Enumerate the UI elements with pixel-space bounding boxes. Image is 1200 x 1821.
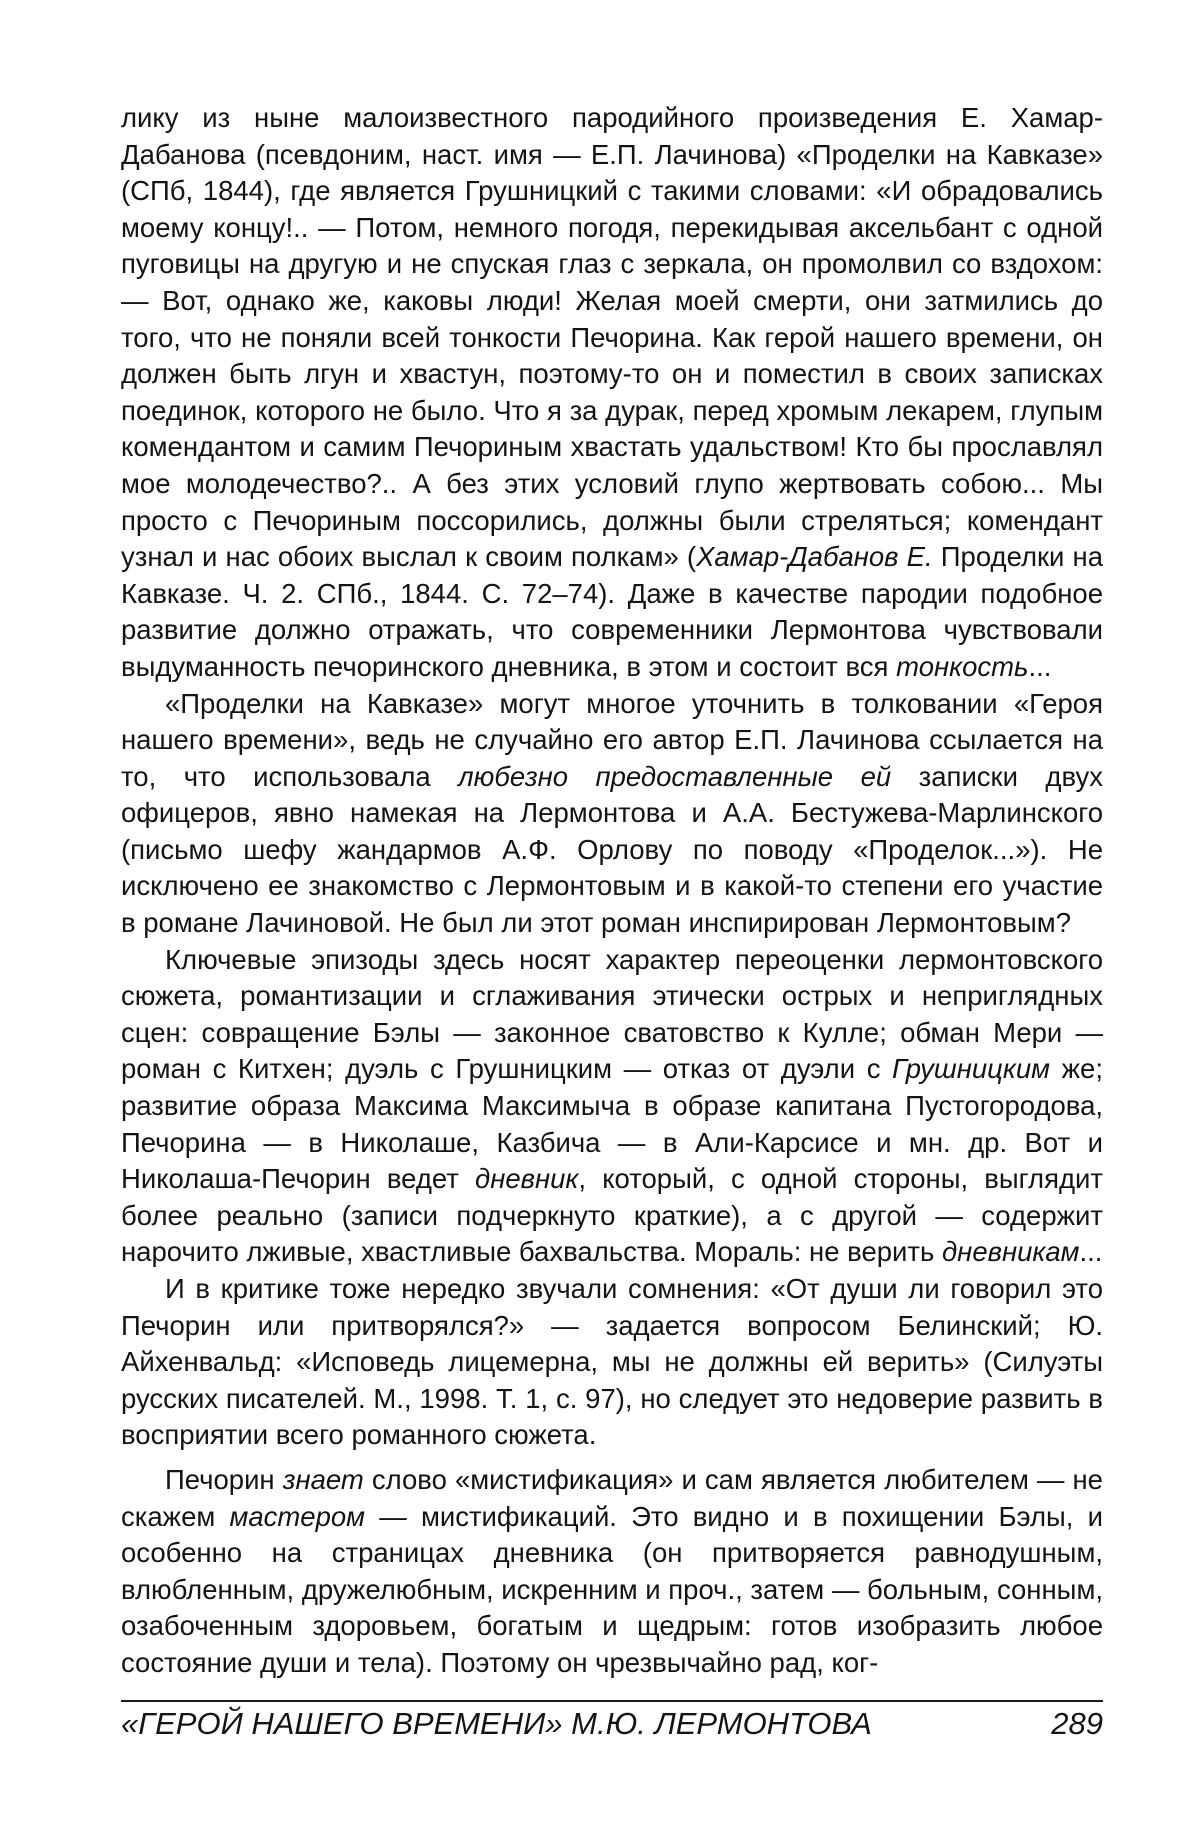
italic-text: знает: [282, 1463, 364, 1495]
paragraph-text: — мистификаций. Это видно и в похищении Бэлы, и особенно на страницах дневника (он притворяется равнодушным, влюбленным, дружелюбным, искренним и проч., затем — больным, сонным, озабоченным здоровьем, богатым и щедрым: готов изобразить любое состояние души и тела). Поэтому он чрезвычайно рад, ког-: [121, 1500, 1103, 1678]
paragraph-text: Ключевые эпизоды здесь носят характер переоценки лермонтовского сюжета, романтизации и сглаживания этически острых и неприглядных сцен: совращение Бэлы — законное сватовство к Кулле; обман Мери — роман с Китхен; дуэль с Грушницким — отказ от дуэли с: [121, 943, 1103, 1085]
paragraph-text: слово «мистификация» и сам является любителем — не скажем: [121, 1463, 1103, 1532]
italic-text: дневник: [475, 1163, 579, 1195]
paragraph-3: [121, 942, 1103, 1271]
paragraph-text: лику из ныне малоизвестного пародийного произведения Е. Хамар-Дабанова (псевдоним, наст. имя — Е.П. Лачинова) «Проделки на Кавказе» (СПб, 1844), где является Грушницкий с такими словами: «И обрадовались моему концу!.. — Потом, немного погодя, перекидывая аксельбант с одной пуговицы на другую и не спуская глаз с зеркала, он промолвил со вздохом: — Вот, однако же, каковы люди! Желая моей смерти, они затмились до того, что не поняли всей тонкости Печорина. Как герой нашего времени, он должен быть лгун и хвастун, поэтому-то он и поместил в своих записках поединок, которого не было. Что я за дурак, перед хромым лекарем, глупым комендантом и самим Печориным хвастать удальством! Кто бы прославлял мое молодечество?.. А без этих условий глупо жертвовать собою... Мы просто с Печориным поссорились, должны были стреляться; комендант узнал и нас обоих выслал к своим полкам» (: [121, 102, 1103, 573]
paragraph-5: [121, 1462, 1103, 1682]
paragraph-text: записки двух офицеров, явно намекая на Лермонтова и А.А. Бестужева-Марлинского (письмо шефу жандармов А.Ф. Орлову по поводу «Проделок...»). Не исключено ее знакомство с Лермонтовым и в какой-то степени его участие в романе Лачиновой. Не был ли этот роман инспирирован Лермонтовым?: [121, 760, 1103, 939]
italic-text: тонкость: [896, 650, 1029, 682]
paragraph-1: [121, 100, 1103, 686]
paragraph-text: И в критике тоже нередко звучали сомнения: «От души ли говорил это Печорин или притворялся?» — задается вопросом Белинский; Ю. Айхенвальд: «Исповедь лицемерна, мы не должны ей верить» (Силуэты русских писателей. М., 1998. Т. 1, с. 97), но следует это недоверие развить в восприятии всего романного сюжета.: [121, 1273, 1103, 1451]
paragraph-text: Печорин: [165, 1463, 283, 1495]
page-body: [121, 100, 1103, 1682]
paragraph-4: [121, 1271, 1103, 1454]
running-title: «ГЕРОЙ НАШЕГО ВРЕМЕНИ» М.Ю. ЛЕРМОНТОВА: [121, 1706, 872, 1741]
paragraph-text: , который, с одной стороны, выглядит более реально (записи подчеркнуто краткие), а с другой — содержит нарочито лживые, хвастливые бахвальства. Мораль: не верить: [121, 1163, 1103, 1268]
italic-text: любезно предоставленные ей: [458, 760, 892, 792]
paragraph-text: Проделки на Кавказе. Ч. 2. СПб., 1844. С. 72–74). Даже в качестве пародии подобное развитие должно отражать, что современники Лермонтова чувствовали выдуманность печоринского дневника, в этом и состоит вся: [121, 541, 1104, 682]
italic-text: дневникам: [941, 1236, 1080, 1268]
paragraph-text: ...: [1079, 1236, 1103, 1268]
paragraph-text: же; развитие образа Максима Максимыча в образе капитана Пустогородова, Печорина — в Николаше, Казбича — в Али-Карсисе и мн. др. Вот и Николаша-Печорин ведет: [121, 1053, 1103, 1195]
italic-text: Хамар-Дабанов Е.: [696, 541, 933, 573]
paragraph-text: ...: [1028, 650, 1052, 682]
paragraph-text: «Проделки на Кавказе» могут многое уточнить в толковании «Героя нашего времени», ведь не случайно его автор Е.П. Лачинова ссылается на то, что использовала: [121, 687, 1103, 792]
italic-text: Грушницким: [892, 1053, 1051, 1085]
italic-text: мастером: [229, 1500, 366, 1532]
paragraph-2: [121, 686, 1103, 942]
page-number: 289: [1051, 1706, 1103, 1741]
page-footer: [121, 1700, 1103, 1742]
